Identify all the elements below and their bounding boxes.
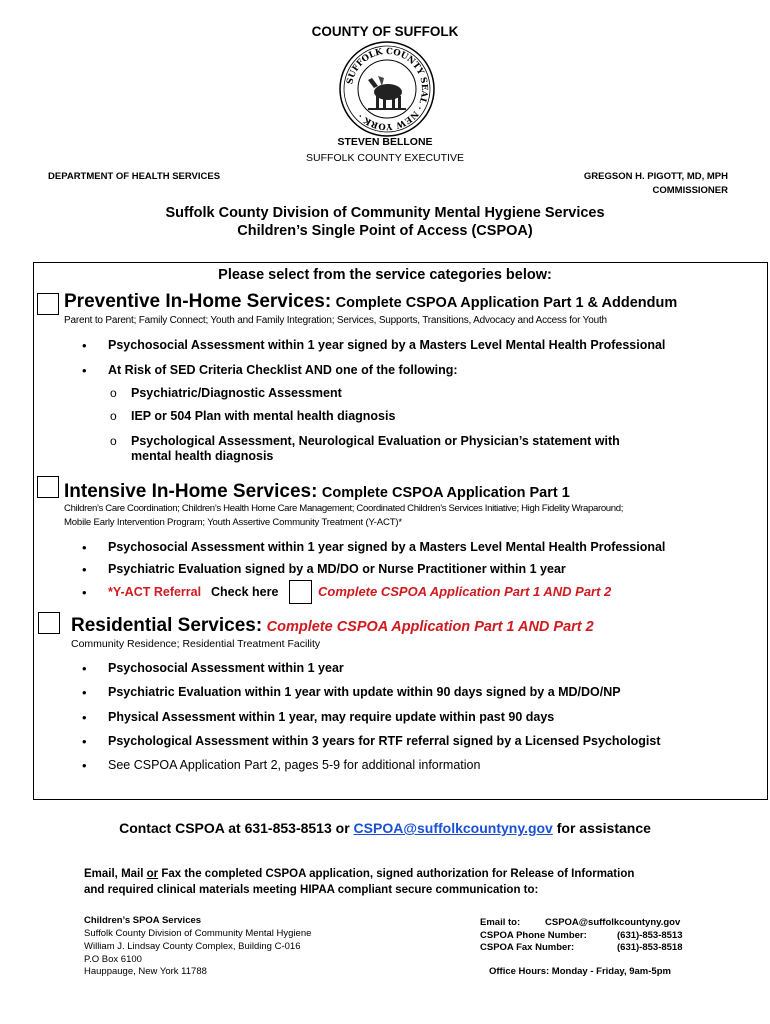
preventive-checkbox[interactable] bbox=[37, 293, 59, 315]
submit-text: Fax the completed CSPOA application, signed authorization for Release of Information bbox=[158, 868, 635, 880]
email-label: Email to: bbox=[480, 917, 521, 928]
preventive-item: At Risk of SED Criteria Checklist AND one of the following: bbox=[108, 363, 458, 377]
fax-value: (631)-853-8518 bbox=[617, 942, 683, 953]
residential-title: Residential Services: bbox=[71, 615, 263, 636]
intensive-item: Psychosocial Assessment within 1 year signed by a Masters Level Mental Health Professional bbox=[108, 540, 666, 554]
preventive-subitem: IEP or 504 Plan with mental health diagnosis bbox=[131, 409, 396, 423]
residential-item: Psychological Assessment within 3 years for RTF referral signed by a Licensed Psychologist bbox=[108, 734, 661, 748]
bullet: • bbox=[82, 562, 87, 577]
contact-suffix: for assistance bbox=[552, 820, 651, 836]
residential-note: See CSPOA Application Part 2, pages 5-9 for additional information bbox=[108, 758, 481, 772]
submit-instructions bbox=[84, 868, 634, 880]
yact-instruction: Complete CSPOA Application Part 1 AND Part 2 bbox=[318, 584, 612, 599]
yact-checkbox[interactable] bbox=[289, 580, 312, 604]
phone-value: (631)-853-8513 bbox=[617, 930, 683, 941]
preventive-subitem: Psychological Assessment, Neurological Evaluation or Physician’s statement with bbox=[131, 434, 620, 448]
phone-label: CSPOA Phone Number: bbox=[480, 930, 587, 941]
residential-checkbox[interactable] bbox=[38, 612, 60, 634]
residential-item: Psychiatric Evaluation within 1 year with update within 90 days signed by a MD/DO/NP bbox=[108, 685, 621, 699]
department-name: DEPARTMENT OF HEALTH SERVICES bbox=[48, 171, 221, 182]
bullet: • bbox=[82, 758, 87, 773]
preventive-item: Psychosocial Assessment within 1 year signed by a Masters Level Mental Health Professional bbox=[108, 338, 666, 352]
preventive-title: Preventive In-Home Services: bbox=[64, 291, 332, 312]
county-seal bbox=[338, 40, 436, 138]
residential-description: Community Residence; Residential Treatment Facility bbox=[71, 638, 321, 650]
bullet: • bbox=[82, 363, 87, 378]
submit-text: Email, Mail bbox=[84, 868, 147, 880]
contact-prefix: Contact CSPOA at 631-853-8513 or bbox=[119, 820, 354, 836]
submit-or: or bbox=[146, 868, 159, 880]
bullet: • bbox=[82, 710, 87, 725]
preventive-subitem: Psychiatric/Diagnostic Assessment bbox=[131, 386, 342, 400]
fax-label: CSPOA Fax Number: bbox=[480, 942, 575, 953]
preventive-heading bbox=[64, 291, 677, 313]
contact-email-link[interactable]: CSPOA@suffolkcountyny.gov bbox=[353, 820, 553, 836]
bullet: • bbox=[82, 734, 87, 749]
executive-title: SUFFOLK COUNTY EXECUTIVE bbox=[306, 152, 464, 164]
contact-line bbox=[0, 820, 770, 836]
address-line: Suffolk County Division of Community Mental Hygiene bbox=[84, 928, 312, 939]
address-line: William J. Lindsay County Complex, Building C-016 bbox=[84, 941, 301, 952]
intensive-description: Mobile Early Intervention Program; Youth Assertive Community Treatment (Y-ACT)* bbox=[64, 517, 402, 528]
residential-item: Physical Assessment within 1 year, may require update within past 90 days bbox=[108, 710, 555, 724]
intensive-checkbox[interactable] bbox=[37, 476, 59, 498]
svg-text:SUFFOLK COUNTY SEAL · NEW YORK: SUFFOLK COUNTY SEAL · NEW YORK · bbox=[345, 46, 430, 132]
bullet: • bbox=[82, 661, 87, 676]
intensive-title: Intensive In-Home Services: bbox=[64, 481, 318, 502]
office-hours: Office Hours: Monday - Friday, 9am-5pm bbox=[489, 966, 671, 977]
intensive-description: Children’s Care Coordination; Children’s Health Home Care Management; Coordinated Children’s Services Initiative; High Fidelity Wraparound; bbox=[64, 503, 624, 514]
residential-instruction: Complete CSPOA Application Part 1 AND Part 2 bbox=[266, 619, 594, 635]
bullet: • bbox=[82, 685, 87, 700]
address-line: Hauppauge, New York 11788 bbox=[84, 966, 207, 977]
preventive-description: Parent to Parent; Family Connect; Youth and Family Integration; Services, Supports, Transitions, Advocacy and Access for Youth bbox=[64, 315, 607, 326]
bullet: • bbox=[82, 540, 87, 555]
sub-bullet: o bbox=[110, 386, 117, 400]
preventive-instruction: Complete CSPOA Application Part 1 & Addendum bbox=[335, 295, 678, 311]
email-value[interactable]: CSPOA@suffolkcountyny.gov bbox=[545, 917, 681, 928]
bullet: • bbox=[82, 585, 87, 600]
bullet: • bbox=[82, 338, 87, 353]
residential-heading bbox=[71, 615, 594, 637]
yact-check-label: Check here bbox=[211, 585, 279, 599]
submit-instructions-line2: and required clinical materials meeting HIPAA compliant secure communication to: bbox=[84, 884, 539, 896]
box-heading: Please select from the service categories below: bbox=[218, 267, 552, 283]
page-subtitle: Children’s Single Point of Access (CSPOA) bbox=[237, 223, 533, 239]
commissioner-title: COMMISSIONER bbox=[652, 185, 728, 196]
intensive-heading bbox=[64, 481, 570, 503]
address-name: Children’s SPOA Services bbox=[84, 915, 202, 926]
executive-name: STEVEN BELLONE bbox=[337, 136, 433, 148]
commissioner-name: GREGSON H. PIGOTT, MD, MPH bbox=[583, 171, 728, 182]
preventive-subitem-continued: mental health diagnosis bbox=[131, 449, 274, 463]
yact-referral-label: *Y-ACT Referral bbox=[108, 585, 202, 599]
county-name: COUNTY OF SUFFOLK bbox=[311, 24, 459, 39]
sub-bullet: o bbox=[110, 434, 117, 448]
page-title: Suffolk County Division of Community Mental Hygiene Services bbox=[165, 205, 605, 221]
residential-item: Psychosocial Assessment within 1 year bbox=[108, 661, 344, 675]
intensive-item: Psychiatric Evaluation signed by a MD/DO or Nurse Practitioner within 1 year bbox=[108, 562, 566, 576]
sub-bullet: o bbox=[110, 409, 117, 423]
address-line: P.O Box 6100 bbox=[84, 954, 142, 965]
intensive-instruction: Complete CSPOA Application Part 1 bbox=[321, 485, 570, 501]
